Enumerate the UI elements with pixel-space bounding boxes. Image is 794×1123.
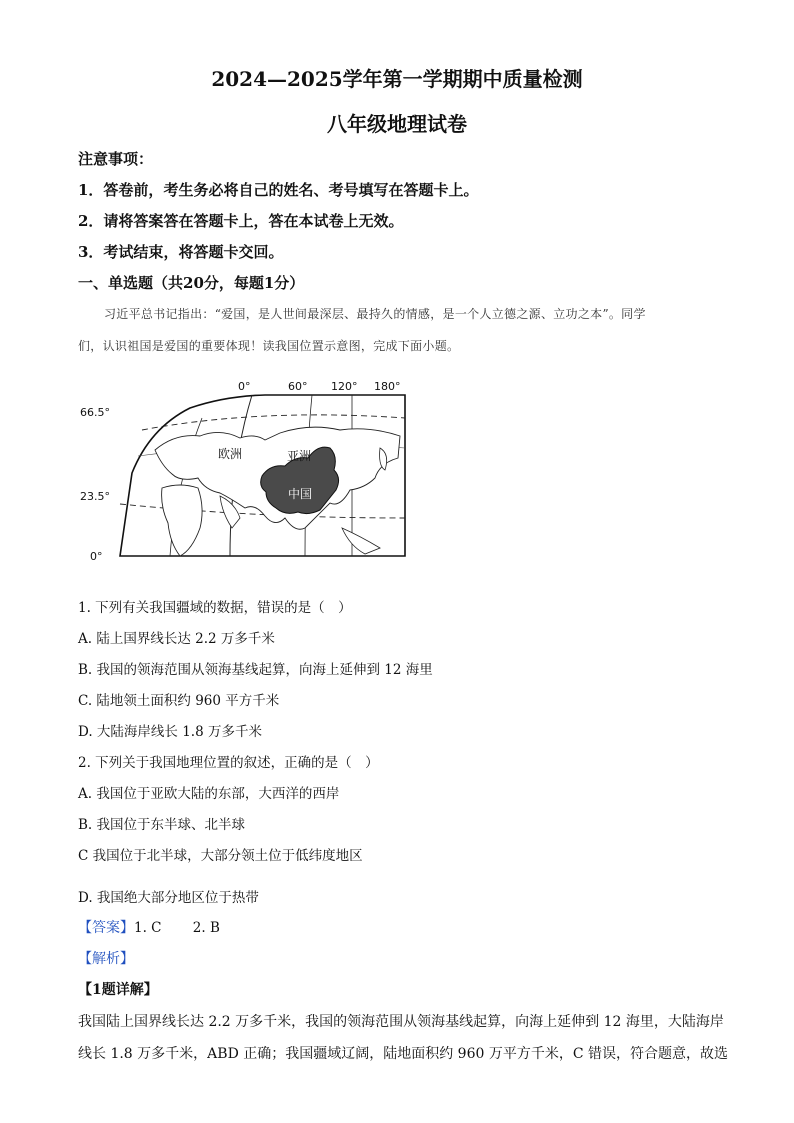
lon-label-60: 60° xyxy=(288,380,308,393)
lon-label-0: 0° xyxy=(238,380,251,393)
question-1-option-b: B. 我国的领海范围从领海基线起算，向海上延伸到 12 海里 xyxy=(78,662,433,678)
exam-subtitle: 八年级地理试卷 xyxy=(327,112,467,136)
exam-title: 2024—2025学年第一学期期中质量检测 xyxy=(211,67,583,91)
detail-tag: 【1题详解】 xyxy=(78,982,158,998)
question-2-option-a: A. 我国位于亚欧大陆的东部，大西洋的西岸 xyxy=(78,786,340,802)
answer-row xyxy=(78,916,220,937)
question-2-option-d: D. 我国绝大部分地区位于热带 xyxy=(78,890,259,906)
label-europe: 欧洲 xyxy=(218,447,243,461)
question-1-option-c: C. 陆地领土面积约 960 平方千米 xyxy=(78,693,280,709)
lat-label-0: 0° xyxy=(90,550,103,563)
note-item-2: 2．请将答案答在答题卡上，答在本试卷上无效。 xyxy=(78,212,404,230)
lon-label-180: 180° xyxy=(374,380,401,393)
analysis-tag: 【解析】 xyxy=(78,951,134,967)
answer-tag: 【答案】 xyxy=(78,920,134,936)
note-item-1: 1．答卷前，考生务必将自己的姓名、考号填写在答题卡上。 xyxy=(78,181,479,199)
question-2-option-c: C 我国位于北半球，大部分领土位于低纬度地区 xyxy=(78,848,363,864)
lat-label-66: 66.5° xyxy=(80,406,110,419)
label-asia: 亚洲 xyxy=(287,449,312,463)
lon-label-120: 120° xyxy=(331,380,358,393)
question-1-option-d: D. 大陆海岸线长 1.8 万多千米 xyxy=(78,724,262,740)
lat-label-23: 23.5° xyxy=(80,490,110,503)
notes-heading: 注意事项： xyxy=(78,150,154,168)
section-intro-line1: 习近平总书记指出：“爱国，是人世间最深层、最持久的情感，是一个人立德之源、立功之本”。同学 xyxy=(104,307,646,321)
section-intro-line2: 们，认识祖国是爱国的重要体现！读我国位置示意图，完成下面小题。 xyxy=(78,339,460,353)
note-item-3: 3．考试结束，将答题卡交回。 xyxy=(78,243,284,261)
section-heading: 一、单选题（共20分，每题1分） xyxy=(78,274,305,292)
question-1-stem: 1. 下列有关我国疆域的数据，错误的是（ ） xyxy=(78,600,352,616)
label-china: 中国 xyxy=(288,487,313,501)
question-2-option-b: B. 我国位于东半球、北半球 xyxy=(78,817,246,833)
question-2-stem: 2. 下列关于我国地理位置的叙述，正确的是（ ） xyxy=(78,755,379,771)
question-1-option-a: A. 陆上国界线长达 2.2 万多千米 xyxy=(78,631,275,647)
china-location-map xyxy=(80,378,410,570)
detail-line-2: 线长 1.8 万多千米，ABD 正确；我国疆域辽阔，陆地面积约 960 万平方千米，C 错误，符合题意，故选 xyxy=(78,1046,729,1062)
answer-text: 1. C 2. B xyxy=(134,920,220,936)
detail-line-1: 我国陆上国界线长达 2.2 万多千米，我国的领海范围从领海基线起算，向海上延伸到 12 海里，大陆海岸 xyxy=(78,1014,724,1030)
